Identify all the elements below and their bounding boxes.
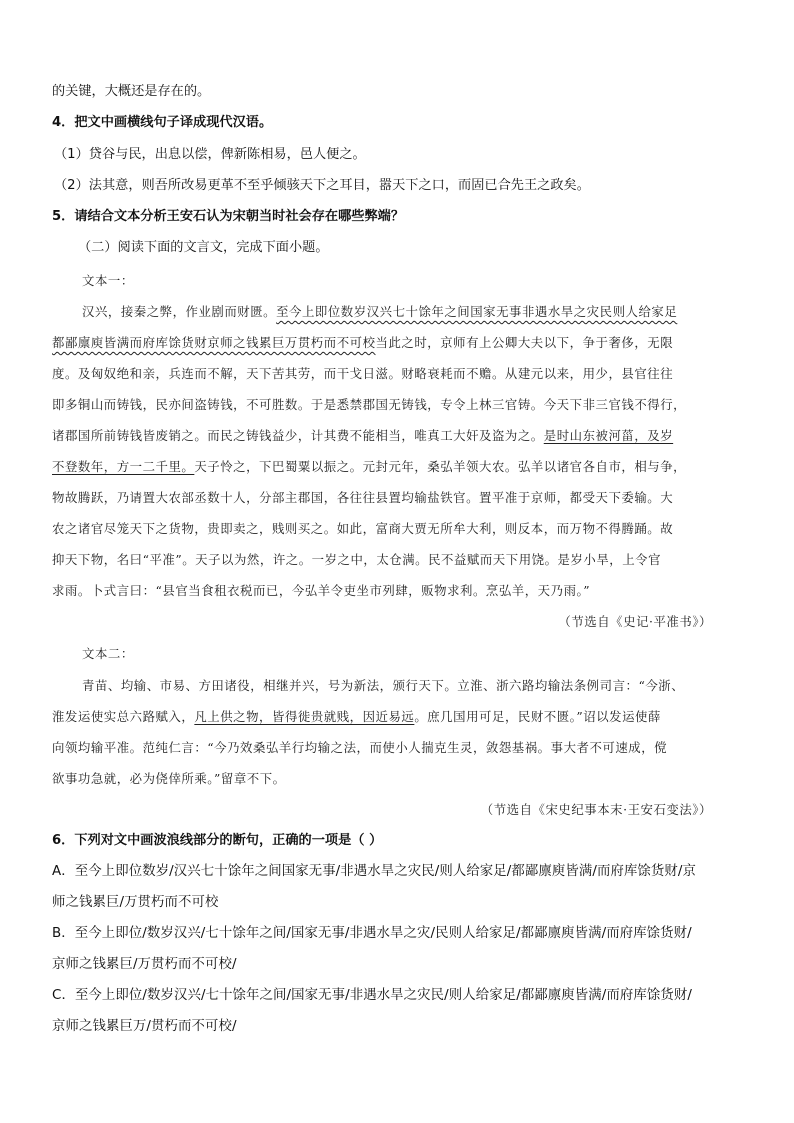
question-6: 6．下列对文中画波浪线部分的断句，正确的一项是（ ） (52, 833, 383, 848)
text2-segment: 。庶几国用可足，民财不匮。”诏以发运使薛 (414, 709, 661, 724)
wavy-underlined-passage: 至今上即位数岁汉兴七十馀年之间国家无事非遇水旱之灾民则人给家足 (276, 304, 678, 319)
text1-line (82, 303, 677, 321)
text1-segment: 当此之时，京师有上公卿大夫以下，争于奢侈，无限 (375, 335, 674, 350)
text-line: 的关键，大概还是存在的。 (52, 84, 211, 99)
text1-segment: 天子怜之，下巴蜀粟以振之。元封元年，桑弘羊领大农。弘羊以诸官各自市，相与争， (194, 459, 687, 474)
question-4: 4．把文中画横线句子译成现代汉语。 (52, 115, 273, 130)
text1-line (52, 334, 673, 352)
text2-line: 青苗、均输、市易、方田诸役，相继并兴，号为新法，颁行天下。立淮、浙六路均输法条例司言：“今浙、 (82, 678, 685, 693)
text2-line: 欲事功急就，必为侥倖所乘。”留章不下。 (52, 771, 286, 786)
option-c-line-2: 京师之钱累巨万/贯朽而不可校/ (52, 1019, 237, 1034)
underlined-sentence: 不登数年，方一二千里。 (52, 459, 195, 474)
text1-line: 度。及匈奴绝和亲，兵连而不解，天下苦其劳，而干戈日滋。财略衰耗而不赡。从建元以来，用少，县官往往 (52, 366, 674, 381)
underlined-sentence: 凡上供之物，皆得徙贵就贱，因近易远 (194, 709, 415, 724)
text1-line (52, 427, 673, 445)
section-heading: （二）阅读下面的文言文，完成下面小题。 (78, 240, 329, 255)
option-a-line-1: A．至今上即位数岁/汉兴七十馀年之间国家无事/非遇水旱之灾民/则人给家足/都鄙廪庾皆满/而府库馀货财/京 (52, 864, 697, 879)
text2-label: 文本二： (82, 646, 134, 661)
question-4-sentence-2: （2）法其意，则吾所改易更革不至乎倾骇天下之耳目，嚣天下之口，而固已合先王之政矣。 (54, 178, 590, 193)
underlined-sentence: 是时山东被河菑，及岁 (543, 428, 674, 443)
option-b-line-2: 京师之钱累巨/万贯朽而不可校/ (52, 957, 237, 972)
wavy-underlined-passage: 都鄙廪庾皆满而府库馀货财京师之钱累巨万贯朽而不可校 (52, 335, 376, 350)
option-c-line-1: C．至今上即位/数岁汉兴/七十馀年之间/国家无事/非遇水旱之灾民/则人给家足/都鄙廪庾皆满/而府库馀货财/ (52, 988, 692, 1003)
text1-line: 即多铜山而铸钱，民亦间盗铸钱，不可胜数。于是悉禁郡国无铸钱，专令上林三官铸。今天下非三官钱不得行， (52, 397, 687, 412)
text1-segment: 诸郡国所前铸钱皆废销之。而民之铸钱益少，计其费不能相当，唯真工大奸及盗为之。 (52, 428, 544, 443)
text1-line (52, 458, 686, 476)
text1-source: （节选自《史记·平准书》） (558, 614, 712, 629)
text1-line: 求雨。卜式言曰：“县官当食租衣税而已，今弘羊令吏坐市列肆，贩物求利。烹弘羊，天乃雨。” (52, 583, 591, 598)
text1-label: 文本一： (82, 273, 134, 288)
text1-line: 农之诸官尽笼天下之货物，贵即卖之，贱则买之。如此，富商大贾无所牟大利，则反本，而万物不得腾踊。故 (52, 521, 674, 536)
text2-segment: 淮发运使实总六路赋入， (52, 709, 195, 724)
text2-line: 向领均输平准。范纯仁言：“今乃效桑弘羊行均输之法，而使小人揣克生灵，敛怨基祸。事大者不可速成，傥 (52, 740, 668, 755)
text2-source: （节选自《宋史纪事本末·王安石变法》） (480, 802, 712, 817)
text2-line (52, 708, 661, 726)
question-5: 5．请结合文本分析王安石认为宋朝当时社会存在哪些弊端？ (52, 209, 405, 224)
text1-segment: 汉兴，接秦之弊，作业剧而财匮。 (82, 304, 277, 319)
option-b-line-1: B．至今上即位/数岁汉兴/七十馀年之间/国家无事/非遇水旱之灾/民则人给家足/都鄙廪庾皆满/而府库馀货财/ (52, 926, 692, 941)
text1-line: 抑天下物，名曰“平准”。天子以为然，许之。一岁之中，太仓满。民不益赋而天下用饶。是岁小旱，上令官 (52, 552, 662, 567)
text1-line: 物故腾跃，乃请置大农部丞数十人，分部主郡国，各往往县置均输盐铁官。置平准于京师，都受天下委输。大 (52, 490, 674, 505)
question-4-sentence-1: （1）贷谷与民，出息以偿，俾新陈相易，邑人便之。 (54, 147, 366, 162)
option-a-line-2: 师之钱累巨/万贯朽而不可校 (52, 895, 219, 910)
